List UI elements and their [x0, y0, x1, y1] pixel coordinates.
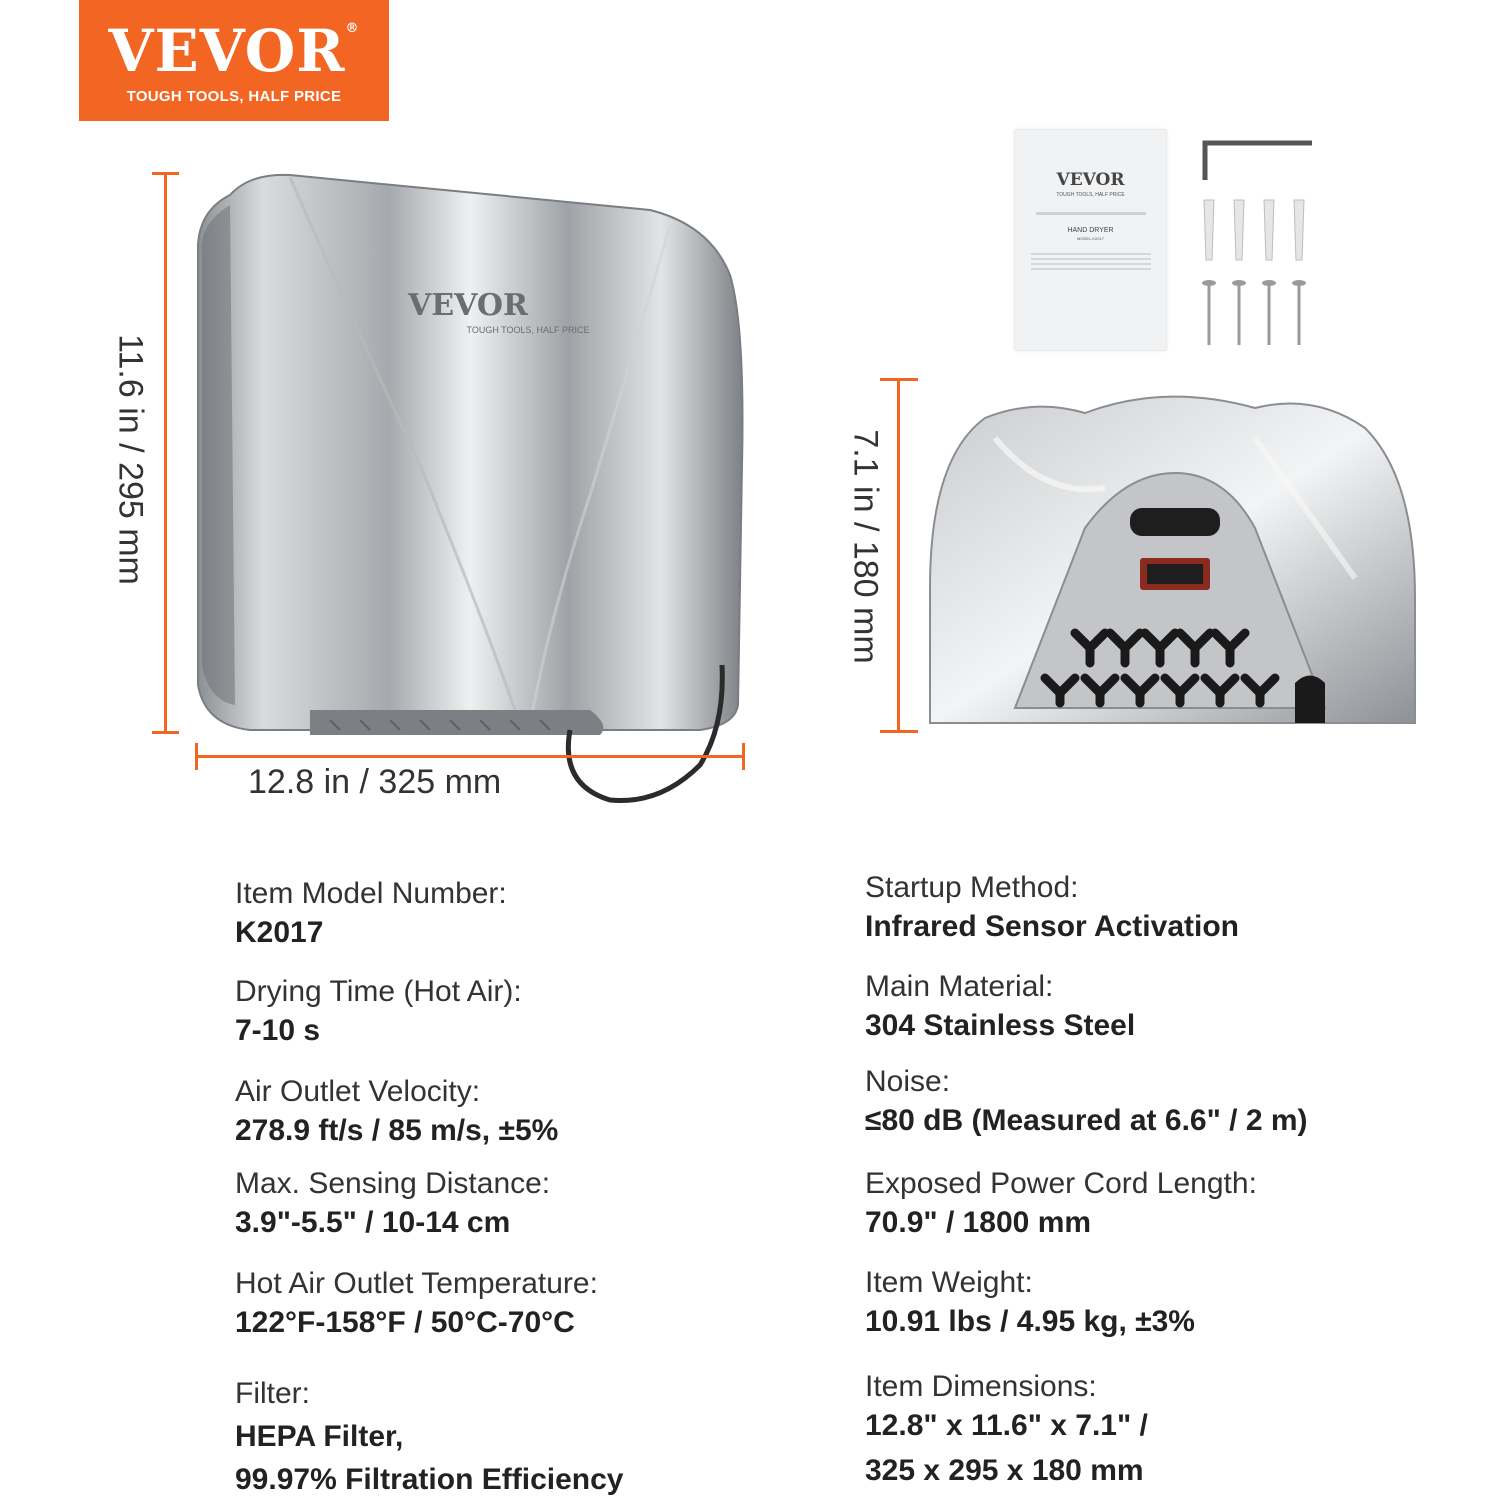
spec-label: Main Material: — [865, 970, 1054, 1003]
spec-outlet-temperature — [235, 1265, 598, 1342]
spec-main-material — [865, 968, 1135, 1045]
spec-item-dimensions — [865, 1368, 1148, 1490]
spec-label: Exposed Power Cord Length: — [865, 1167, 1257, 1200]
spec-label: Startup Method: — [865, 871, 1079, 904]
manual-brand: VEVOR — [1056, 170, 1125, 190]
logo-tagline: TOUGH TOOLS, HALF PRICE — [126, 88, 342, 105]
spec-value: 10.91 lbs / 4.95 kg, ±3% — [865, 1304, 1195, 1338]
manual-paragraph — [1031, 253, 1151, 273]
spec-label: Drying Time (Hot Air): — [235, 975, 522, 1008]
spec-drying-time — [235, 973, 522, 1050]
spec-filter — [235, 1375, 623, 1499]
spec-startup-method — [865, 869, 1239, 946]
spec-label: Max. Sensing Distance: — [235, 1167, 551, 1200]
allen-key-icon — [1205, 143, 1312, 180]
spec-item-weight — [865, 1264, 1195, 1341]
instruction-manual — [1015, 130, 1166, 350]
width-dimension-cap-left — [195, 743, 198, 770]
logo-brand: VEVOR® — [108, 17, 360, 85]
wall-anchor-icon — [1204, 200, 1304, 260]
spec-value: 70.9" / 1800 mm — [865, 1205, 1092, 1239]
depth-dimension-label: 7.1 in / 180 mm — [846, 429, 885, 664]
spec-label: Noise: — [865, 1065, 951, 1098]
hand-dryer-front-image — [190, 165, 760, 825]
spec-value: 7-10 s — [235, 1013, 321, 1047]
manual-tagline: TOUGH TOOLS, HALF PRICE — [1056, 192, 1125, 198]
spec-value: 3.9"-5.5" / 10-14 cm — [235, 1205, 511, 1239]
manual-title: HAND DRYER — [1067, 227, 1114, 234]
mounting-hardware-image — [1190, 135, 1320, 350]
spec-label: Filter: — [235, 1377, 310, 1410]
depth-dimension-cap-bottom — [880, 730, 918, 733]
depth-dimension-line — [897, 380, 900, 732]
manual-text-line — [1036, 212, 1146, 215]
spec-value: 278.9 ft/s / 85 m/s, ±5% — [235, 1113, 559, 1147]
spec-value: 304 Stainless Steel — [865, 1008, 1136, 1042]
spec-value: HEPA Filter, — [235, 1419, 404, 1453]
spec-value-line2: 325 x 295 x 180 mm — [865, 1453, 1144, 1487]
depth-dimension-cap-top — [880, 378, 918, 381]
hand-dryer-bottom-image — [925, 378, 1420, 733]
spec-cord-length — [865, 1165, 1257, 1242]
spec-value-line2: 99.97% Filtration Efficiency — [235, 1462, 624, 1496]
screw-icon — [1209, 285, 1299, 345]
spec-label: Item Dimensions: — [865, 1370, 1097, 1403]
spec-label: Hot Air Outlet Temperature: — [235, 1267, 598, 1300]
product-tagline-print: TOUGH TOOLS, HALF PRICE — [466, 325, 590, 335]
manual-model: MODEL:K2017 — [1077, 236, 1104, 241]
spec-value: ≤80 dB (Measured at 6.6" / 2 m) — [865, 1103, 1308, 1137]
height-dimension-label: 11.6 in / 295 mm — [111, 334, 150, 585]
spec-value: Infrared Sensor Activation — [865, 909, 1239, 943]
width-dimension-line — [196, 755, 744, 758]
product-brand-print: VEVOR — [408, 288, 528, 323]
height-dimension-cap-top — [152, 172, 179, 175]
height-dimension-line — [164, 173, 167, 733]
spec-label: Item Weight: — [865, 1266, 1033, 1299]
spec-noise — [865, 1063, 1308, 1140]
spec-value: K2017 — [235, 915, 324, 949]
spec-air-velocity — [235, 1073, 558, 1150]
spec-label: Air Outlet Velocity: — [235, 1075, 481, 1108]
height-dimension-cap-bottom — [152, 731, 179, 734]
spec-value: 12.8" x 11.6" x 7.1" / — [865, 1408, 1148, 1442]
spec-sensing-distance — [235, 1165, 550, 1242]
spec-model-number — [235, 875, 507, 952]
width-dimension-label: 12.8 in / 325 mm — [248, 763, 502, 801]
spec-label: Item Model Number: — [235, 877, 507, 910]
brand-logo — [79, 0, 389, 121]
spec-value: 122°F-158°F / 50°C-70°C — [235, 1305, 575, 1339]
width-dimension-cap-right — [742, 743, 745, 770]
